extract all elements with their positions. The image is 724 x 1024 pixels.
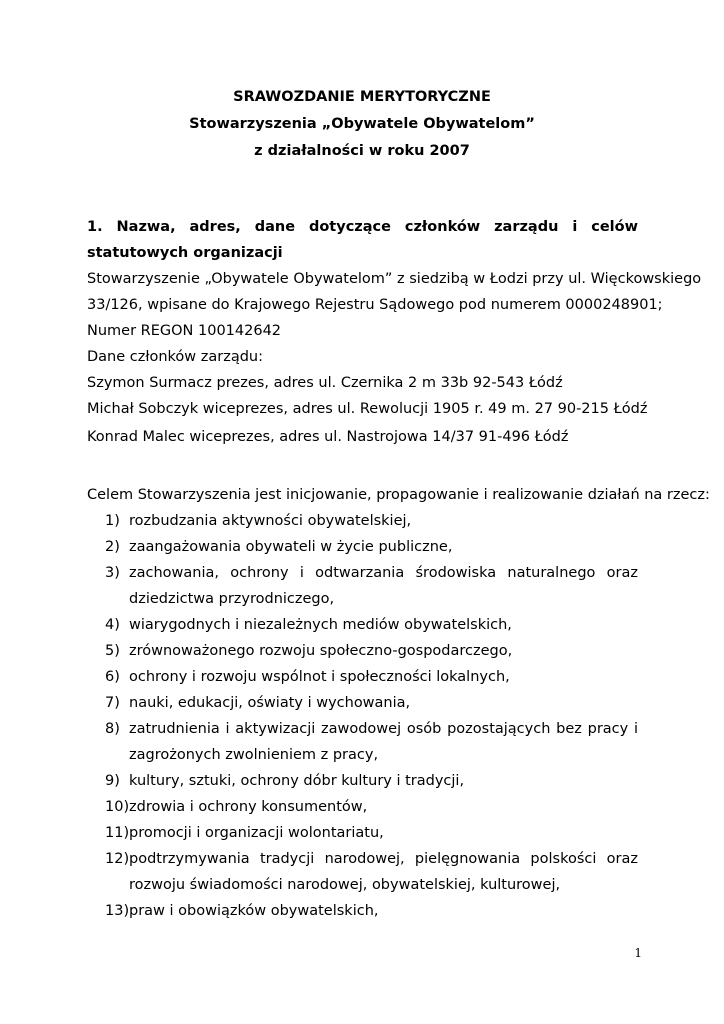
list-item-number: 3) — [105, 565, 120, 581]
list-item — [87, 846, 638, 898]
list-item — [87, 768, 638, 794]
board-label: Dane członków zarządu: — [87, 349, 263, 365]
list-item-text: zachowania, ochrony i odtwarzania środowiska naturalnego oraz dziedzictwa przyrodniczego, — [129, 565, 638, 607]
list-item-text: kultury, sztuki, ochrony dóbr kultury i tradycji, — [129, 773, 465, 789]
list-item — [87, 638, 638, 664]
list-item-text: podtrzymywania tradycji narodowej, pielęgnowania polskości oraz rozwoju świadomości narodowej, obywatelskiej, kulturowej, — [129, 851, 638, 893]
list-item — [87, 716, 638, 768]
address-line-1: Stowarzyszenie „Obywatele Obywatelom” z siedzibą w Łodzi przy ul. Więckowskiego — [87, 271, 702, 287]
list-item — [87, 664, 638, 690]
list-item — [87, 690, 638, 716]
goals-section — [87, 482, 710, 924]
list-item-text: praw i obowiązków obywatelskich, — [129, 903, 379, 919]
list-item-text: nauki, edukacji, oświaty i wychowania, — [129, 695, 411, 711]
list-item-text: zdrowia i ochrony konsumentów, — [129, 799, 368, 815]
board-member: Szymon Surmacz prezes, adres ul. Czernika 2 m 33b 92-543 Łódź — [87, 375, 563, 391]
list-item — [87, 612, 638, 638]
list-item — [87, 794, 638, 820]
list-item-number: 6) — [105, 669, 120, 685]
list-item-number: 7) — [105, 695, 120, 711]
section-1 — [87, 214, 702, 450]
list-item-text: rozbudzania aktywności obywatelskiej, — [129, 513, 412, 529]
list-item-text: zrównoważonego rozwoju społeczno-gospodarczego, — [129, 643, 513, 659]
goals-intro: Celem Stowarzyszenia jest inicjowanie, propagowanie i realizowanie działań na rzecz: — [87, 487, 710, 503]
list-item-number: 9) — [105, 773, 120, 789]
list-item-text: wiarygodnych i niezależnych mediów obywatelskich, — [129, 617, 512, 633]
list-item — [87, 898, 638, 924]
list-item-number: 1) — [105, 513, 120, 529]
board-member: Konrad Malec wiceprezes, adres ul. Nastrojowa 14/37 91-496 Łódź — [87, 429, 569, 445]
report-title — [0, 84, 724, 165]
list-item — [87, 820, 638, 846]
goals-list — [87, 508, 638, 924]
list-item-number: 2) — [105, 539, 120, 555]
title-line-2: Stowarzyszenia „Obywatele Obywatelom” — [189, 116, 535, 132]
list-item-text: zaangażowania obywateli w życie publiczne, — [129, 539, 453, 555]
list-item-number: 12) — [105, 851, 130, 867]
list-item-text: zatrudnienia i aktywizacji zawodowej osób pozostających bez pracy i zagrożonych zwolnieniem z pracy, — [129, 721, 638, 763]
list-item — [87, 508, 638, 534]
title-line-3: z działalności w roku 2007 — [254, 143, 470, 159]
section-1-heading: 1. Nazwa, adres, dane dotyczące członków zarządu i celów statutowych organizacji — [87, 219, 638, 261]
list-item-number: 13) — [105, 903, 130, 919]
board-member: Michał Sobczyk wiceprezes, adres ul. Rewolucji 1905 r. 49 m. 27 90-215 Łódź — [87, 401, 648, 417]
list-item-number: 8) — [105, 721, 120, 737]
list-item-text: ochrony i rozwoju wspólnot i społeczności lokalnych, — [129, 669, 510, 685]
board-members — [87, 370, 648, 450]
title-line-1: SRAWOZDANIE MERYTORYCZNE — [233, 89, 491, 105]
list-item-text: promocji i organizacji wolontariatu, — [129, 825, 384, 841]
regon-number: Numer REGON 100142642 — [87, 323, 282, 339]
list-item — [87, 560, 638, 612]
address-line-2: 33/126, wpisane do Krajowego Rejestru Sądowego pod numerem 0000248901; — [87, 297, 663, 313]
list-item-number: 11) — [105, 825, 130, 841]
list-item — [87, 534, 638, 560]
organization-details — [87, 266, 702, 370]
list-item-number: 5) — [105, 643, 120, 659]
list-item-number: 4) — [105, 617, 120, 633]
page-number: 1 — [634, 946, 642, 960]
list-item-number: 10) — [105, 799, 130, 815]
